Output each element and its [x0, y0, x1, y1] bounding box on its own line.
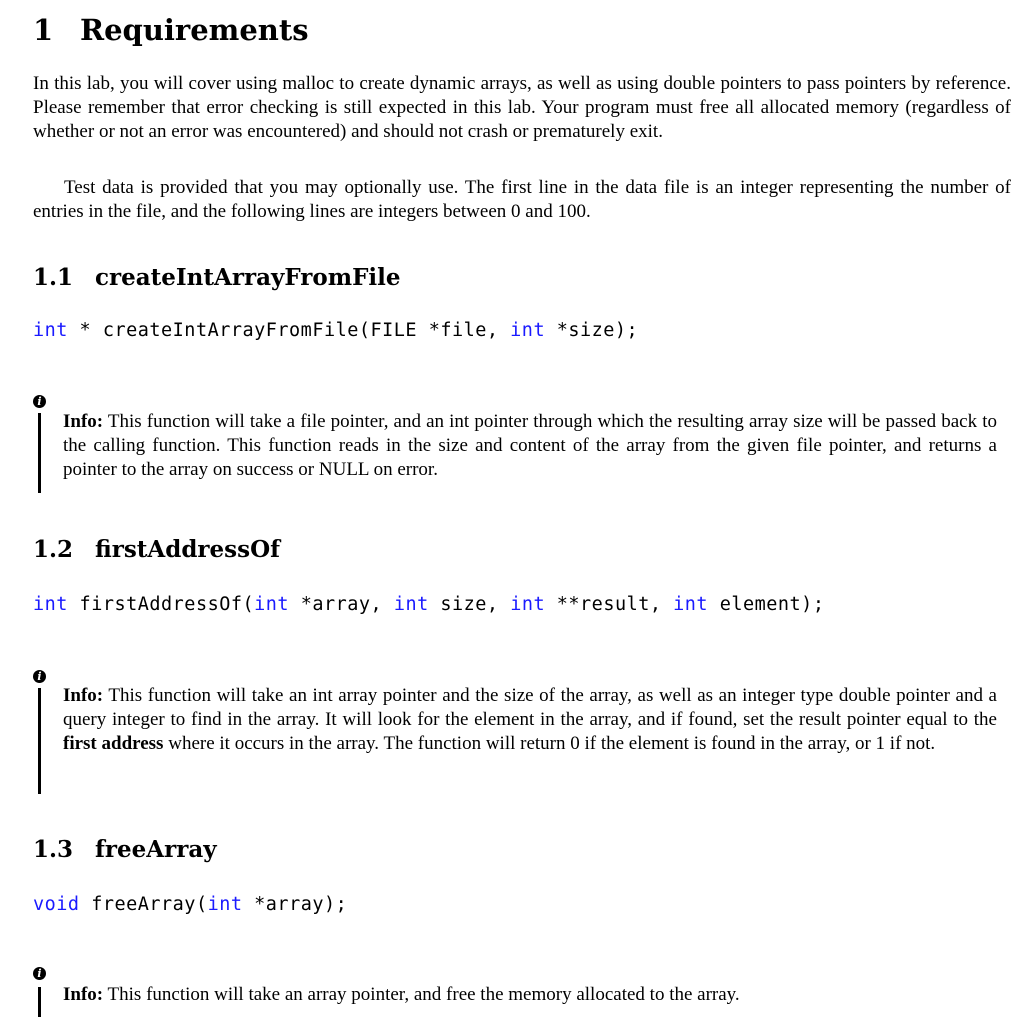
- code-keyword: int: [393, 594, 429, 615]
- code-text: *size);: [545, 320, 639, 341]
- info-text: This function will take an array pointer, and free the memory allocated to the array.: [107, 984, 740, 1005]
- code-signature-freearray: [33, 894, 347, 915]
- code-text: * createIntArrayFromFile(FILE *file,: [67, 320, 511, 341]
- subsection-number: 1.2: [33, 536, 74, 563]
- intro-paragraph: In this lab, you will cover using malloc to create dynamic arrays, as well as using double pointers to pass pointers by reference. Please remember that error checking is still expected in this lab. Your program must free all allocated memory (regardless of whether or not an error was encountered) and should not crash or prematurely exit.: [33, 73, 1011, 142]
- code-text: **result,: [545, 594, 674, 615]
- code-text: freeArray(: [79, 894, 208, 915]
- info-text-emphasis: first address: [63, 733, 164, 754]
- info-box-freearray: [63, 983, 997, 1007]
- data-paragraph: Test data is provided that you may optionally use. The first line in the data file is an integer representing the number of entries in the file, and the following lines are integers between 0 and 100.: [33, 177, 1011, 222]
- info-text: This function will take an int array pointer and the size of the array, as well as an integer type double pointer and a query integer to find in the array. It will look for the element in the array, and if found, set the result pointer equal to the: [63, 685, 997, 730]
- subsection-number: 1.3: [33, 836, 74, 863]
- info-label: Info:: [63, 411, 104, 432]
- code-text: *array,: [289, 594, 394, 615]
- subsection-heading-freearray: [33, 836, 217, 863]
- info-text: where it occurs in the array. The function will return 0 if the element is found in the array, or 1 if not.: [163, 733, 936, 754]
- info-text: This function will take a file pointer, and an int pointer through which the resulting array size will be passed back to the calling function. This function reads in the size and content of the array from the given file pointer, and returns a pointer to the array on success or NULL on error.: [63, 411, 997, 480]
- code-keyword: int: [673, 594, 709, 615]
- info-label: Info:: [63, 984, 104, 1005]
- info-box-firstaddressof: [63, 684, 997, 756]
- subsection-title: freeArray: [95, 836, 217, 863]
- info-icon: i: [33, 395, 46, 408]
- info-icon: i: [33, 967, 46, 980]
- code-keyword: int: [33, 594, 68, 615]
- info-icon: i: [33, 670, 46, 683]
- info-bar: [38, 987, 41, 1017]
- subsection-title: createIntArrayFromFile: [95, 264, 401, 291]
- subsection-heading-firstaddressof: [33, 536, 280, 563]
- code-signature-firstaddressof: [33, 594, 824, 615]
- code-keyword: int: [33, 320, 68, 341]
- section-number: 1: [33, 13, 54, 47]
- code-keyword: int: [254, 594, 290, 615]
- code-text: size,: [428, 594, 511, 615]
- code-keyword: int: [510, 320, 546, 341]
- code-text: element);: [708, 594, 825, 615]
- code-keyword: int: [207, 894, 243, 915]
- subsection-number: 1.1: [33, 264, 74, 291]
- info-label: Info:: [63, 685, 104, 706]
- subsection-heading-createintarrayfromfile: [33, 264, 401, 291]
- info-box-createintarrayfromfile: [63, 410, 997, 482]
- code-keyword: void: [33, 894, 80, 915]
- info-bar: [38, 413, 41, 493]
- section-title: Requirements: [80, 13, 309, 47]
- code-text: *array);: [242, 894, 348, 915]
- code-signature-createintarrayfromfile: [33, 320, 638, 341]
- code-keyword: int: [510, 594, 546, 615]
- code-text: firstAddressOf(: [67, 594, 255, 615]
- subsection-title: firstAddressOf: [95, 536, 280, 563]
- info-bar: [38, 688, 41, 794]
- section-heading: [33, 13, 309, 47]
